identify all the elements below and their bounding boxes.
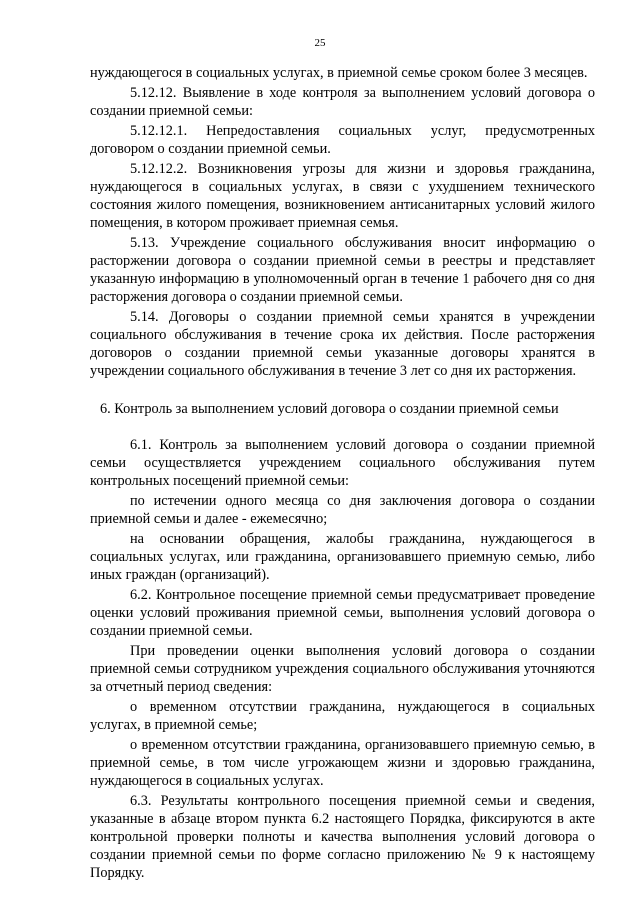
paragraph-continuation: нуждающегося в социальных услугах, в приемной семье сроком более 3 месяцев. bbox=[90, 65, 588, 81]
document-body bbox=[90, 64, 595, 884]
paragraph-5-12-12: 5.12.12. Выявление в ходе контроля за выполнением условий договора о создании приемной семьи: bbox=[90, 85, 595, 119]
paragraph-6-3: 6.3. Результаты контрольного посещения приемной семьи и сведения, указанные в абзаце втором пункта 6.2 настоящего Порядка, фиксируются в акте контрольной проверки полноты и качества выполнения условий договора о создании приемной семьи по форме согласно приложению № 9 к настоящему Порядку. bbox=[90, 793, 595, 881]
paragraph-6-1-monthly: по истечении одного месяца со дня заключения договора о создании приемной семьи и далее - ежемесячно; bbox=[90, 493, 595, 527]
page-number: 25 bbox=[314, 37, 326, 49]
paragraph-6-2-absence-organizer: о временном отсутствии гражданина, организовавшего приемную семью, в приемной семье, в том числе угрожающем жизни и здоровью гражданина, нуждающегося в социальных услугах. bbox=[90, 737, 595, 789]
paragraph-6-1: 6.1. Контроль за выполнением условий договора о создании приемной семьи осуществляется учреждением социального обслуживания путем контрольных посещений приемной семьи: bbox=[90, 437, 595, 489]
paragraph-6-1-complaint: на основании обращения, жалобы гражданина, нуждающегося в социальных услугах, или гражданина, организовавшего приемную семью, либо иных граждан (организаций). bbox=[90, 531, 595, 583]
paragraph-6-2-absence-citizen: о временном отсутствии гражданина, нуждающегося в социальных услугах, в приемной семье; bbox=[90, 699, 595, 733]
paragraph-5-14: 5.14. Договоры о создании приемной семьи хранятся в учреждении социального обслуживания в течение срока их действия. После расторжения договоров о создании приемной семьи указанные договоры хранятся в учреждении социального обслуживания в течение 3 лет со дня их расторжения. bbox=[90, 309, 595, 379]
section-heading: 6. Контроль за выполнением условий договора о создании приемной семьи bbox=[100, 401, 559, 417]
paragraph-5-13: 5.13. Учреждение социального обслуживания вносит информацию о расторжении договора о создании приемной семьи в реестры и представляет указанную информацию в уполномоченный орган в течение 1 рабочего дня со дня расторжения договора о создании приемной семьи. bbox=[90, 235, 595, 305]
paragraph-6-2: 6.2. Контрольное посещение приемной семьи предусматривает проведение оценки условий проживания приемной семьи, выполнения условий договора о создании приемной семьи. bbox=[90, 587, 595, 639]
paragraph-5-12-12-1: 5.12.12.1. Непредоставления социальных услуг, предусмотренных договором о создании приемной семьи. bbox=[90, 123, 595, 157]
paragraph-5-12-12-2: 5.12.12.2. Возникновения угрозы для жизни и здоровья гражданина, нуждающегося в социальных услугах, в связи с ухудшением технического состояния жилого помещения, возникновением антисанитарных условий жилого помещения, в котором проживает приемная семья. bbox=[90, 161, 595, 231]
paragraph-6-2-assessment: При проведении оценки выполнения условий договора о создании приемной семьи сотрудником учреждения социального обслуживания уточняются за отчетный период сведения: bbox=[90, 643, 595, 695]
